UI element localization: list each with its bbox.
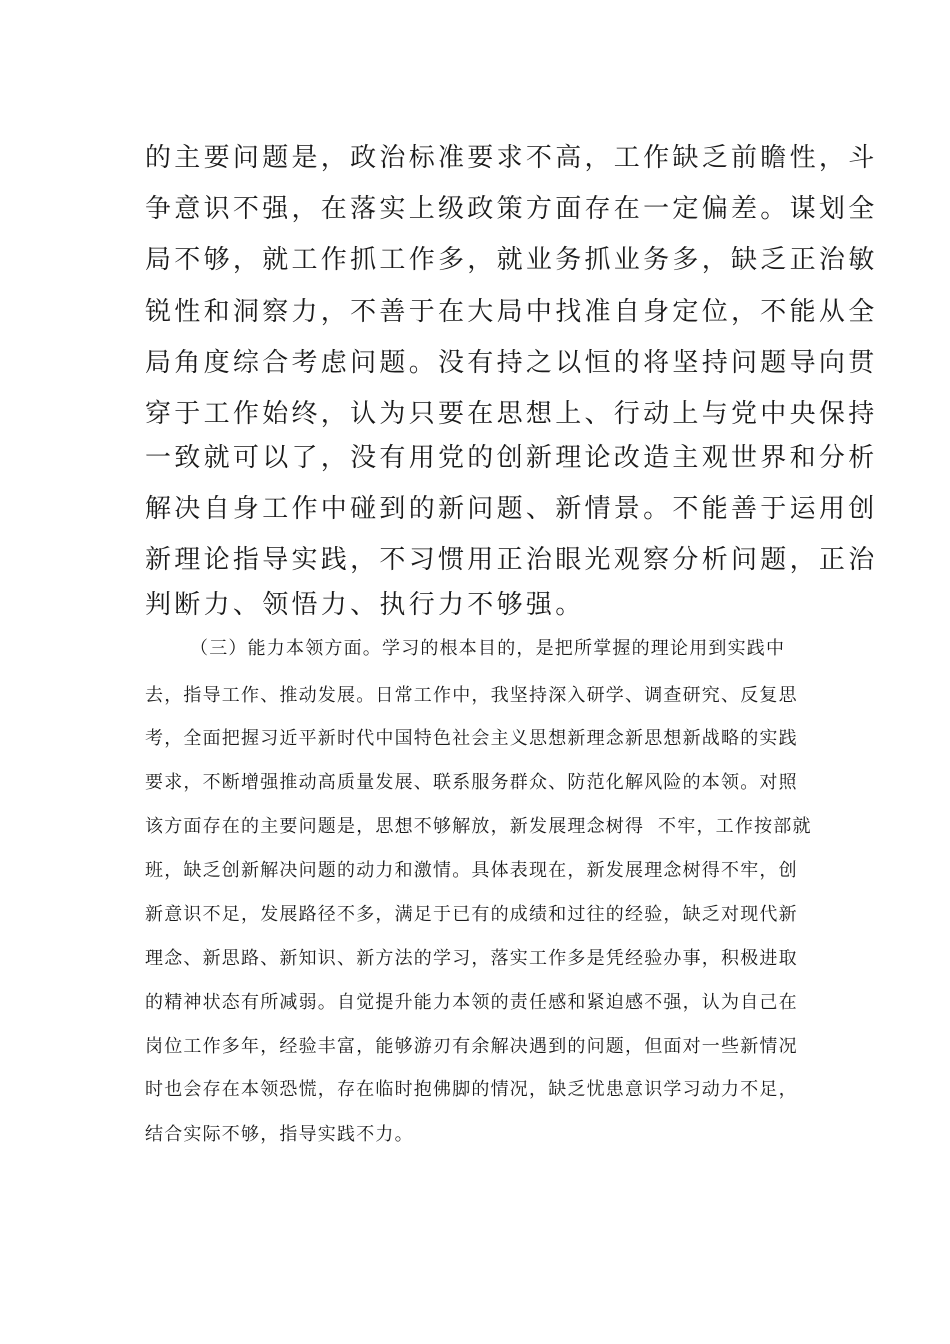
lower-paragraph-line: 时也会存在本领恐慌，存在临时抱佛脚的情况，缺乏忧患意识学习动力不足， [145,1079,798,1100]
upper-paragraph-line: 一致就可以了，没有用党的创新理论改造主观世界和分析 [145,443,878,473]
upper-paragraph-line: 判断力、领悟力、执行力不够强。 [145,590,585,620]
lower-paragraph-line: 要求，不断增强推动高质量发展、联系服务群众、防范化解风险的本领。对照 [145,772,798,793]
lower-paragraph-line: 理念、新思路、新知识、新方法的学习，落实工作多是凭经验办事，积极进取 [145,948,798,969]
upper-paragraph-line: 新理论指导实践，不习惯用正治眼光观察分析问题，正治 [145,545,878,575]
lower-paragraph-line: 班，缺乏创新解决问题的动力和激情。具体表现在，新发展理念树得不牢，创 [145,860,798,881]
upper-paragraph-line: 的主要问题是，政治标准要求不高，工作缺乏前瞻性，斗 [145,143,878,173]
lower-paragraph-line: 该方面存在的主要问题是，思想不够解放，新发展理念树得 不牢，工作按部就 [145,816,812,837]
section-heading-line: （三）能力本领方面。学习的根本目的，是把所掌握的理论用到实践中 [190,638,786,659]
lower-paragraph-line: 新意识不足，发展路径不多，满足于已有的成绩和过往的经验，缺乏对现代新 [145,904,798,925]
lower-paragraph-line: 去，指导工作、推动发展。日常工作中，我坚持深入研学、调查研究、反复思 [145,685,798,706]
upper-paragraph-line: 局不够，就工作抓工作多，就业务抓业务多，缺乏正治敏 [145,245,878,275]
upper-paragraph-line: 争意识不强，在落实上级政策方面存在一定偏差。谋划全 [145,194,878,224]
lower-paragraph-line: 岗位工作多年，经验丰富，能够游刃有余解决遇到的问题，但面对一些新情况 [145,1036,798,1057]
upper-paragraph-line: 局角度综合考虑问题。没有持之以恒的将坚持问题导向贯 [145,348,878,378]
lower-paragraph-line: 结合实际不够，指导实践不力。 [145,1124,414,1145]
lower-paragraph-line: 考，全面把握习近平新时代中国特色社会主义思想新理念新思想新战略的实践 [145,728,798,749]
upper-paragraph-line: 穿于工作始终，认为只要在思想上、行动上与党中央保持 [145,399,878,429]
upper-paragraph-line: 锐性和洞察力，不善于在大局中找准自身定位，不能从全 [145,297,878,327]
upper-paragraph-line: 解决自身工作中碰到的新问题、新情景。不能善于运用创 [145,494,878,524]
lower-paragraph-line: 的精神状态有所减弱。自觉提升能力本领的责任感和紧迫感不强，认为自己在 [145,992,798,1013]
